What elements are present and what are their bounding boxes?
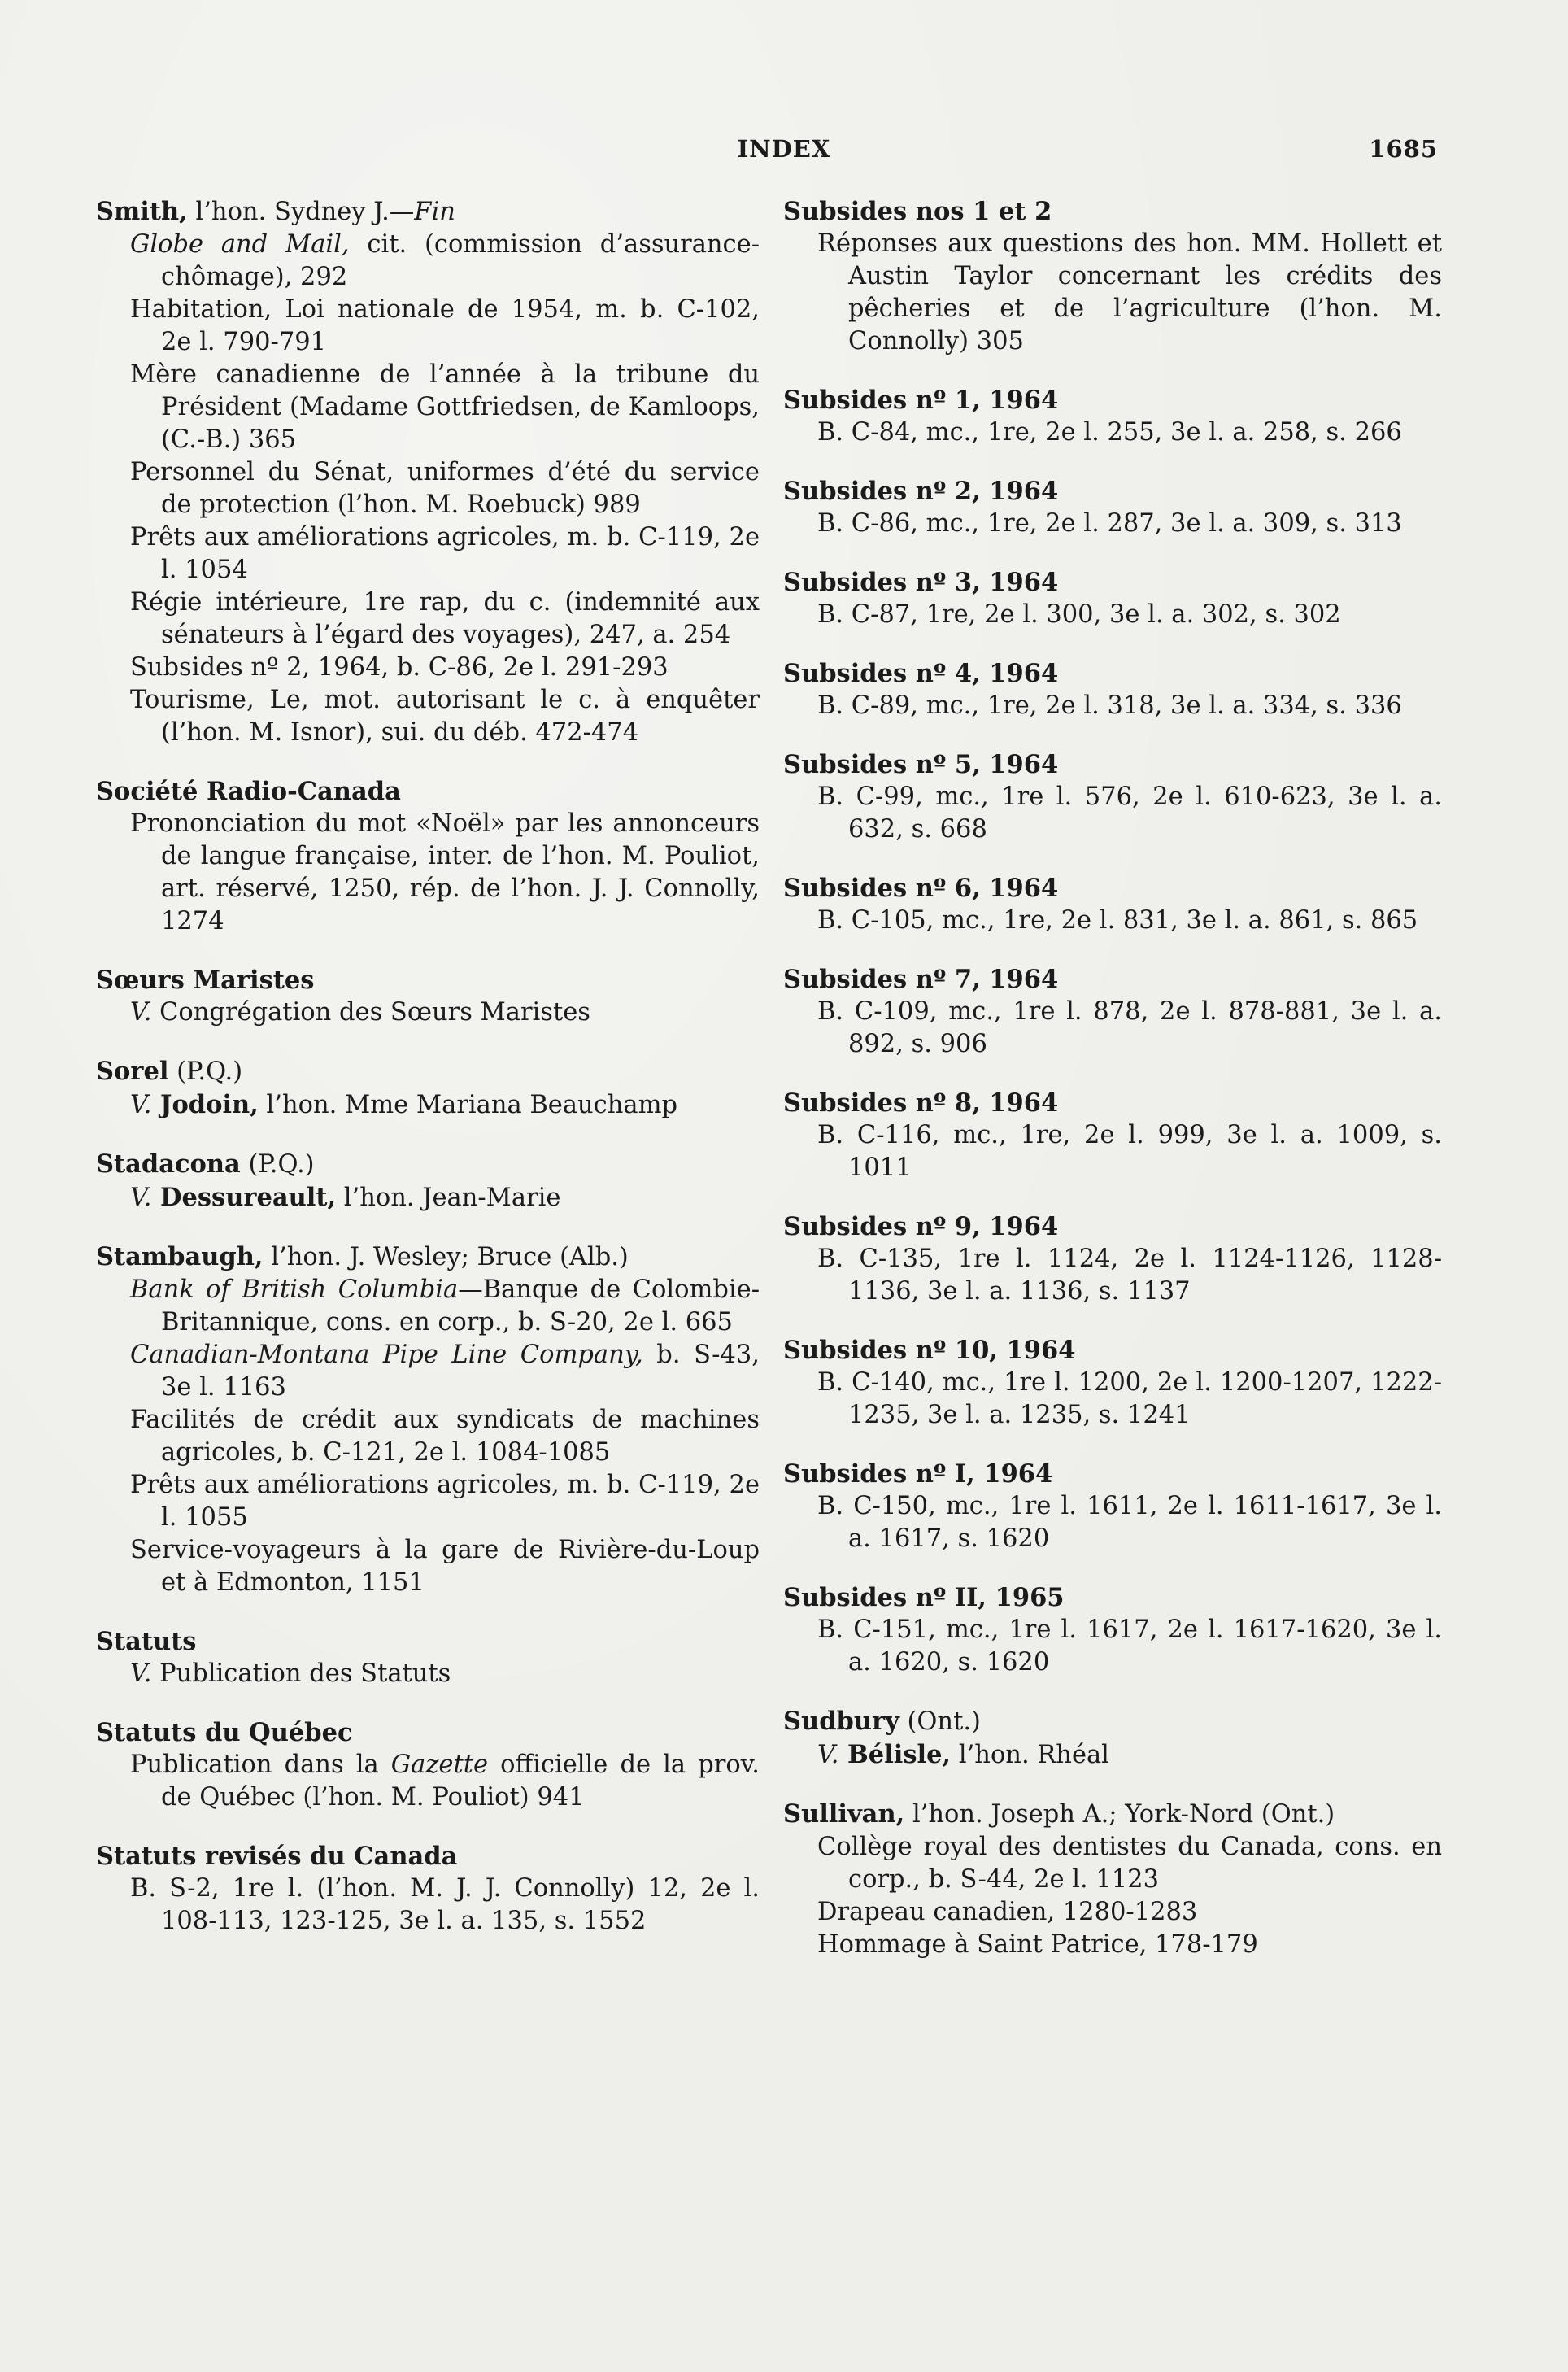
subheading-text: Subsides nº 2, 1964, b. C-86, 2e l. 291-293 [130, 653, 669, 682]
subheading-text: Tourisme, Le, mot. autorisant le c. à enquêter (l’hon. M. Isnor), sui. du déb. 472-474 [130, 686, 760, 747]
entry-subheading [783, 996, 1442, 1061]
index-entry [783, 1581, 1442, 1679]
entry-subheading [96, 294, 760, 359]
entry-subheading [783, 1738, 1442, 1772]
page-number: 1685 [1369, 135, 1438, 163]
entry-subheading [96, 1749, 760, 1814]
subheading-italic: Globe and Mail, [130, 230, 350, 259]
subheading-text: Prêts aux améliorations agricoles, m. b. C-119, 2e l. 1054 [130, 523, 760, 584]
page-title: INDEX [737, 135, 831, 163]
entry-subheading [783, 1614, 1442, 1679]
entry-subheading [783, 416, 1442, 449]
entry-subheading [783, 599, 1442, 631]
entry-subheading [783, 1896, 1442, 1929]
subheading-text: Mère canadienne de l’année à la tribune du Président (Madame Gottfriedsen, de Kamloops, (C.-B.) 365 [130, 360, 760, 454]
subheading-text: Régie intérieure, 1re rap, du c. (indemnité aux sénateurs à l’égard des voyages), 247, a. 254 [130, 588, 760, 649]
subheading-italic: V. [130, 1184, 152, 1212]
heading-term: Subsides nº 10, 1964 [783, 1336, 1076, 1365]
subheading-text: B. C-140, mc., 1re l. 1200, 2e l. 1200-1207, 1222-1235, 3e l. a. 1235, s. 1241 [817, 1368, 1442, 1429]
entry-heading [96, 1148, 760, 1181]
subheading-text: Facilités de crédit aux syndicats de machines agricoles, b. C-121, 2e l. 1084-1085 [130, 1406, 760, 1467]
entry-subheading [96, 521, 760, 586]
entry-subheading [96, 652, 760, 684]
entry-heading [783, 1458, 1442, 1490]
entry-heading [96, 964, 760, 996]
entry-subheading [96, 456, 760, 521]
index-entry [783, 872, 1442, 937]
subheading-text: B. C-87, 1re, 2e l. 300, 3e l. a. 302, s. 302 [817, 600, 1341, 629]
entry-heading [783, 1334, 1442, 1367]
entry-subheading [96, 1658, 760, 1690]
heading-term: Subsides nº 1, 1964 [783, 386, 1059, 415]
entry-heading [783, 1581, 1442, 1614]
entry-subheading [783, 781, 1442, 846]
subheading-text: B. C-86, mc., 1re, 2e l. 287, 3e l. a. 309, s. 313 [817, 509, 1402, 538]
entry-subheading [96, 1274, 760, 1339]
entry-heading [783, 1210, 1442, 1243]
subheading-text: B. C-116, mc., 1re, 2e l. 999, 3e l. a. 1009, s. 1011 [817, 1121, 1442, 1182]
subheading-text: B. C-135, 1re l. 1124, 2e l. 1124-1126, 1128-1136, 3e l. a. 1136, s. 1137 [817, 1245, 1442, 1306]
heading-term: Sœurs Maristes [96, 966, 315, 995]
subheading-text: B. S-2, 1re l. (l’hon. M. J. J. Connolly) 12, 2e l. 108-113, 123-125, 3e l. a. 135, s. 1552 [130, 1874, 760, 1935]
entry-heading [783, 1705, 1442, 1738]
subheading-text: l’hon. Mme Mariana Beauchamp [258, 1091, 678, 1119]
heading-term: Subsides nº 5, 1964 [783, 750, 1059, 779]
heading-term: Statuts [96, 1627, 197, 1656]
heading-term: Statuts du Québec [96, 1718, 353, 1747]
index-entry [783, 963, 1442, 1061]
entry-heading [783, 1798, 1442, 1831]
entry-heading [783, 195, 1442, 228]
entry-heading [96, 1840, 760, 1873]
entry-subheading [96, 229, 760, 294]
subheading-text: B. C-109, mc., 1re l. 878, 2e l. 878-881, 3e l. a. 892, s. 906 [817, 997, 1442, 1058]
index-entry [96, 775, 760, 938]
subheading-text: Collège royal des dentistes du Canada, cons. en corp., b. S-44, 2e l. 1123 [817, 1833, 1442, 1894]
heading-term: Subsides nº 2, 1964 [783, 477, 1059, 506]
subheading-text: B. C-150, mc., 1re l. 1611, 2e l. 1611-1617, 3e l. a. 1617, s. 1620 [817, 1492, 1442, 1553]
heading-term: Subsides nº II, 1965 [783, 1583, 1065, 1612]
subheading-text: B. C-105, mc., 1re, 2e l. 831, 3e l. a. 861, s. 865 [817, 906, 1418, 935]
subheading-text: Réponses aux questions des hon. MM. Hollett et Austin Taylor concernant les crédits des pêcheries et de l’agriculture (l’hon. M. Connolly) 305 [817, 229, 1442, 355]
index-entry [783, 384, 1442, 449]
subheading-text: Publication dans la [130, 1751, 391, 1779]
index-entry [96, 1840, 760, 1938]
index-entry [783, 1798, 1442, 1961]
entry-heading [96, 1241, 760, 1274]
entry-subheading [783, 905, 1442, 937]
entry-subheading [96, 586, 760, 652]
entry-subheading [96, 1404, 760, 1469]
index-entry [783, 1087, 1442, 1184]
subheading-text: B. C-89, mc., 1re, 2e l. 318, 3e l. a. 334, s. 336 [817, 691, 1402, 720]
subheading-italic: V. [817, 1741, 839, 1769]
entry-heading [96, 1055, 760, 1088]
subheading-text: Habitation, Loi nationale de 1954, m. b. C-102, 2e l. 790-791 [130, 295, 760, 356]
heading-term: Statuts revisés du Canada [96, 1842, 458, 1871]
entry-heading [783, 475, 1442, 508]
heading-qualifier: l’hon. Joseph A.; York-Nord (Ont.) [904, 1800, 1335, 1829]
heading-term: Subsides nº 8, 1964 [783, 1088, 1059, 1118]
right-column [783, 195, 1442, 1987]
entry-subheading [96, 1088, 760, 1122]
entry-subheading [783, 1119, 1442, 1184]
entry-heading [783, 748, 1442, 781]
heading-term: Subsides nº 9, 1964 [783, 1212, 1059, 1241]
subheading-text: Hommage à Saint Patrice, 178-179 [817, 1930, 1258, 1959]
heading-term: Smith, [96, 197, 188, 226]
heading-qualifier: l’hon. J. Wesley; Bruce (Alb.) [263, 1243, 629, 1271]
index-entry [783, 1210, 1442, 1308]
subheading-text: Prononciation du mot «Noël» par les annonceurs de langue française, inter. de l’hon. M. Pouliot, art. réservé, 1250, rép. de l’hon. J. J. Connolly, 1274 [130, 809, 760, 935]
entry-subheading [783, 228, 1442, 358]
entry-heading [96, 195, 760, 229]
heading-term: Subsides nº 3, 1964 [783, 568, 1059, 597]
running-head [0, 135, 1568, 168]
subheading-text: l’hon. Jean-Marie [336, 1184, 561, 1212]
entry-subheading [96, 808, 760, 938]
heading-term: Subsides nº 7, 1964 [783, 965, 1059, 994]
subheading-italic: V. [130, 1659, 152, 1688]
subheading-text: cit. (commission d’assurance-chômage), 292 [161, 230, 760, 291]
subheading-text: B. C-151, mc., 1re l. 1617, 2e l. 1617-1620, 3e l. a. 1620, s. 1620 [817, 1615, 1442, 1677]
index-entry [783, 748, 1442, 846]
heading-qualifier: l’hon. Sydney J. [187, 198, 390, 226]
index-entry [783, 657, 1442, 722]
subheading-text: B. C-84, mc., 1re, 2e l. 255, 3e l. a. 258, s. 266 [817, 418, 1402, 447]
subheading-italic: V. [130, 998, 152, 1027]
entry-subheading [783, 1929, 1442, 1961]
entry-heading [783, 963, 1442, 996]
entry-subheading [783, 1831, 1442, 1896]
subheading-bold: Jodoin, [151, 1090, 259, 1119]
subheading-italic: V. [130, 1091, 152, 1119]
index-entry [783, 1705, 1442, 1772]
subheading-text: Publication des Statuts [151, 1659, 451, 1688]
index-entry [96, 964, 760, 1029]
index-entry [96, 1055, 760, 1122]
entry-heading [96, 1625, 760, 1658]
subheading-text: Personnel du Sénat, uniformes d’été du service de protection (l’hon. M. Roebuck) 989 [130, 458, 760, 519]
index-entry [96, 1241, 760, 1599]
entry-heading [783, 384, 1442, 416]
entry-subheading [783, 1490, 1442, 1555]
subheading-text: Service-voyageurs à la gare de Rivière-du-Loup et à Edmonton, 1151 [130, 1536, 760, 1597]
heading-qualifier: (P.Q.) [168, 1057, 243, 1086]
entry-subheading [96, 1534, 760, 1599]
subheading-text: Drapeau canadien, 1280-1283 [817, 1898, 1198, 1926]
heading-term: Société Radio-Canada [96, 777, 401, 806]
entry-heading [96, 775, 760, 808]
index-entry [783, 475, 1442, 540]
heading-term: Subsides nº I, 1964 [783, 1459, 1053, 1489]
subheading-bold: Bélisle, [838, 1740, 952, 1769]
heading-term: Sullivan, [783, 1799, 905, 1829]
heading-term: Subsides nos 1 et 2 [783, 197, 1052, 226]
subheading-text: Congrégation des Sœurs Maristes [151, 998, 590, 1027]
entry-subheading [96, 1873, 760, 1938]
entry-subheading [783, 690, 1442, 722]
entry-subheading [96, 359, 760, 456]
left-column [96, 195, 760, 1964]
heading-term: Subsides nº 4, 1964 [783, 659, 1059, 688]
entry-subheading [96, 1469, 760, 1534]
subheading-text: l’hon. Rhéal [951, 1741, 1109, 1769]
index-entry [783, 1458, 1442, 1555]
subheading-italic: Canadian-Montana Pipe Line Company, [130, 1341, 643, 1369]
subheading-italic: Bank of British Columbia [130, 1275, 459, 1304]
entry-heading [783, 566, 1442, 599]
subheading-text: officielle de la prov. de Québec (l’hon. M. Pouliot) 941 [161, 1751, 760, 1812]
heading-qualifier: (Ont.) [899, 1707, 981, 1736]
entry-heading [783, 1087, 1442, 1119]
entry-heading [96, 1716, 760, 1749]
index-entry [96, 1716, 760, 1814]
entry-subheading [96, 1339, 760, 1404]
entry-subheading [96, 684, 760, 749]
index-entry [783, 566, 1442, 631]
entry-heading [783, 657, 1442, 690]
heading-qualifier: (P.Q.) [240, 1150, 315, 1179]
subheading-text: b. S-43, 3e l. 1163 [161, 1341, 760, 1402]
index-entry [783, 1334, 1442, 1432]
subheading-italic: Gazette [390, 1751, 489, 1779]
heading-term: Sudbury [783, 1707, 899, 1736]
entry-subheading [96, 996, 760, 1029]
heading-term: Stadacona [96, 1149, 241, 1179]
subheading-text: —Banque de Colombie-Britannique, cons. en corp., b. S-20, 2e l. 665 [161, 1275, 760, 1336]
entry-subheading [783, 1243, 1442, 1308]
subheading-bold: Dessureault, [151, 1183, 337, 1212]
heading-term: Stambaugh, [96, 1242, 264, 1271]
subheading-text: B. C-99, mc., 1re l. 576, 2e l. 610-623, 3e l. a. 632, s. 668 [817, 783, 1442, 844]
index-entry [96, 195, 760, 749]
subheading-text: Prêts aux améliorations agricoles, m. b. C-119, 2e l. 1055 [130, 1471, 760, 1532]
heading-term: Subsides nº 6, 1964 [783, 874, 1059, 903]
entry-heading [783, 872, 1442, 905]
entry-subheading [96, 1181, 760, 1214]
heading-continued: —Fin [389, 198, 455, 226]
heading-term: Sorel [96, 1057, 169, 1086]
index-entry [783, 195, 1442, 358]
index-entry [96, 1148, 760, 1214]
entry-subheading [783, 508, 1442, 540]
entry-subheading [783, 1367, 1442, 1432]
index-entry [96, 1625, 760, 1690]
